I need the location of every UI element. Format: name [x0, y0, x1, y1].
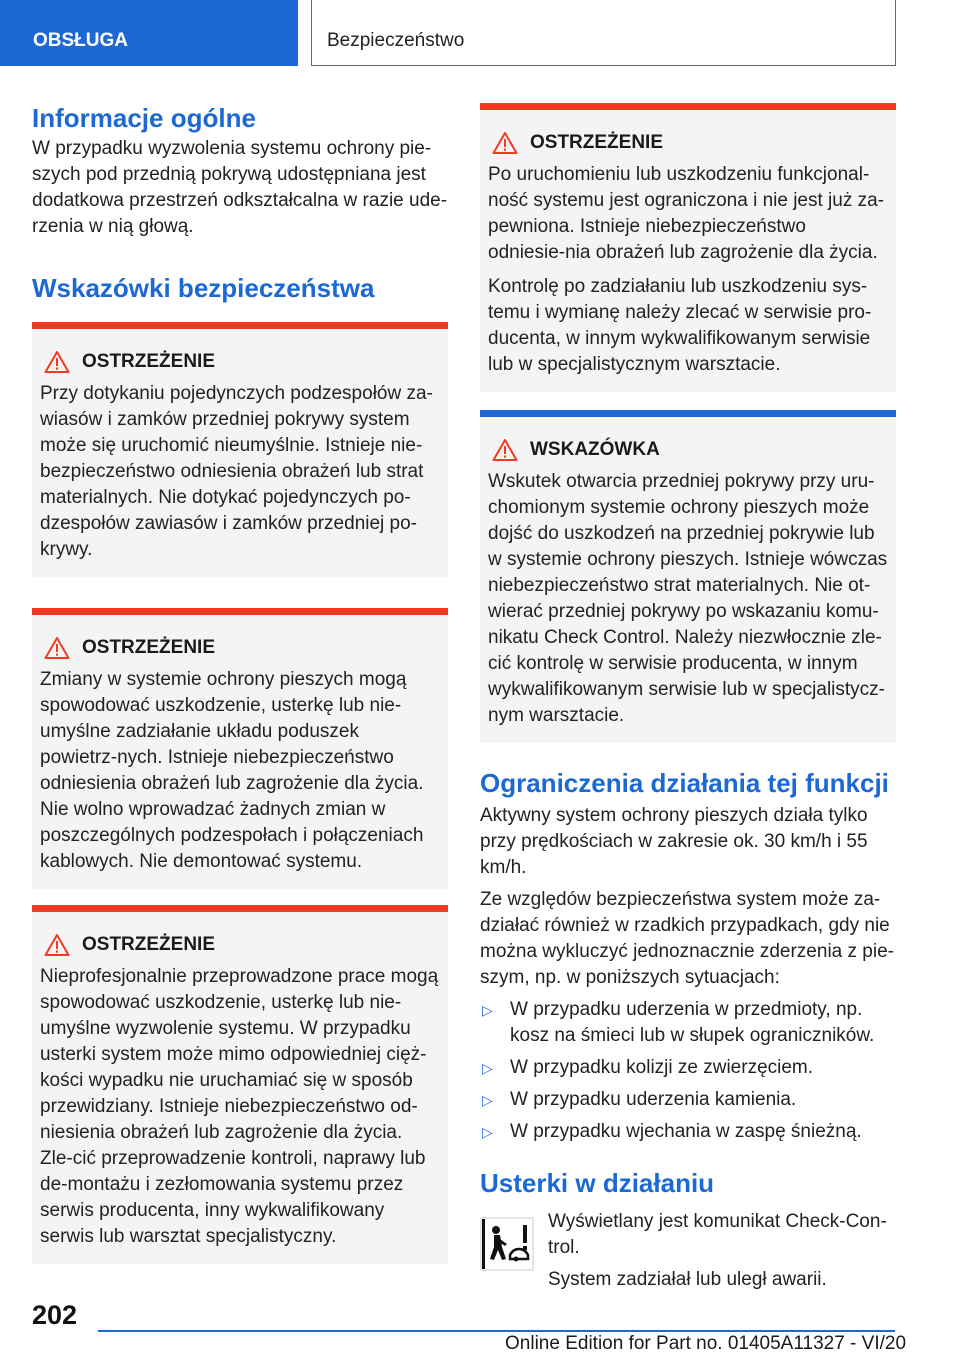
warning-triangle-icon: [44, 933, 70, 957]
warning-title-text: OSTRZEŻENIE: [82, 934, 216, 955]
warning-title-text: OSTRZEŻENIE: [530, 132, 664, 153]
warning-triangle-icon: [44, 350, 70, 374]
safety-heading: Wskazówki bezpieczeństwa: [32, 273, 375, 303]
warning-title: [44, 932, 440, 958]
hint-box: [480, 410, 896, 743]
fault-texts: [548, 1209, 896, 1293]
fault-text-2: System zadziałał lub uległ awarii.: [548, 1269, 827, 1290]
footer-divider: [98, 1330, 895, 1332]
bullet-triangle-icon: ▷: [482, 1002, 493, 1018]
warning-title: [44, 635, 440, 661]
warning-triangle-icon: [44, 636, 70, 660]
warning-text-1: Po uruchomieniu lub uszkodzeniu funkcjonal-ność systemu jest ograniczona i nie jest już za-pewniona. Istnieje niebezpieczeństwo odniesie-nia obrażeń lub zagrożenie dla życia.: [488, 164, 885, 263]
warning-triangle-icon: [492, 438, 518, 462]
bullet-triangle-icon: ▷: [482, 1092, 493, 1108]
warning-triangle-icon: [492, 131, 518, 155]
page-number: 202: [32, 1300, 78, 1330]
page-header: [0, 0, 960, 66]
warning-text: Zmiany w systemie ochrony pieszych mogą spowodować uszkodzenie, usterkę lub nie-umyślne zadziałanie układu poduszek powietrz-nych. Istnieje niebezpieczeństwo odniesienia obrażeń lub zagrożenie dla życia. Nie wolno wprowadzać żadnych zmian w poszczególnych podzespołach i połączeniach kablowych. Nie demontować systemu.: [40, 669, 424, 872]
hint-title-text: WSKAZÓWKA: [530, 439, 660, 460]
list-item: [480, 1055, 896, 1081]
left-column: [32, 100, 448, 1264]
hint-title: [492, 437, 888, 463]
fault-text-1: Wyświetlany jest komunikat Check-Con-trol.: [548, 1211, 887, 1258]
list-item: [480, 997, 896, 1049]
general-heading: Informacje ogólne: [32, 103, 256, 133]
bullet-triangle-icon: ▷: [482, 1124, 493, 1140]
warning-text: Przy dotykaniu pojedynczych podzespołów za-wiasów i zamków przedniej pokrywy system może się uruchomić nieumyślnie. Istnieje nie-bezpieczeństwo odniesienia obrażeń lub strat materialnych. Nie dotykać pojedynczych po-dzespołów zawiasów i zamków przedniej po-krywy.: [40, 383, 433, 560]
list-item: [480, 1119, 896, 1145]
list-item-text: W przypadku kolizji ze zwierzęciem.: [510, 1057, 814, 1078]
warning-title: [44, 349, 440, 375]
limits-list: [480, 997, 896, 1145]
warning-title: [492, 130, 888, 156]
list-item-text: W przypadku wjechania w zaspę śnieżną.: [510, 1121, 862, 1142]
fault-heading: Usterki w działaniu: [480, 1168, 715, 1198]
list-item-text: W przypadku uderzenia w przedmioty, np. kosz na śmieci lub w słupek ograniczników.: [510, 999, 875, 1046]
warning-box-2: [32, 608, 448, 889]
limits-heading: Ograniczenia działania tej funkcji: [480, 768, 889, 798]
edition-text: Online Edition for Part no. 01405A11327 - VI/20: [505, 1333, 907, 1354]
warning-title-text: OSTRZEŻENIE: [82, 637, 216, 658]
section-tab: OBSŁUGA: [0, 0, 298, 66]
right-column: [480, 103, 896, 1293]
limits-text-1: Aktywny system ochrony pieszych działa tylko przy prędkościach w zakresie ok. 30 km/h i 55 km/h.: [480, 805, 868, 878]
warning-box-1: [32, 322, 448, 577]
hint-text: Wskutek otwarcia przedniej pokrywy przy uru-chomionym systemie ochrony pieszych może dojść do uszkodzeń na przedniej pokrywie lub w systemie ochrony pieszych. Istnieje wówczas niebezpieczeństwo strat materialnych. Nie ot-wierać przedniej pokrywy po wskazaniu komu-nikatu Check Control. Należy niezwłocznie zle-cić kontrolę w serwisie producenta, w innym wykwalifikowanym serwisie lub w specjalistycz-nym warsztacie.: [488, 471, 888, 726]
warning-box-3: [32, 905, 448, 1264]
warning-text-2: Kontrolę po zadziałaniu lub uszkodzeniu sys-temu i wymianę należy zlecać w serwisie pro-ducenta, w innym wykwalifikowanym serwisie lub w specjalistycznym warsztacie.: [488, 276, 872, 375]
warning-title-text: OSTRZEŻENIE: [82, 351, 216, 372]
fault-row: [480, 1209, 896, 1293]
bullet-triangle-icon: ▷: [482, 1060, 493, 1076]
warning-text: Nieprofesjonalnie przeprowadzone prace mogą spowodować uszkodzenie, usterkę lub nie-umyślne wyzwolenie systemu. W przypadku usterki system może mimo odpowiedniej cięż-kości wypadku nie uruchamiać się w sposób przewidziany. Istnieje niebezpieczeństwo od-niesienia obrażeń lub zagrożenie dla życia. Zle-cić przeprowadzenie kontroli, naprawy lub de-montażu i zezłomowania systemu przez serwis producenta, inny wykwalifikowany serwis lub warsztat specjalistyczny.: [40, 966, 439, 1247]
topic-tab: Bezpieczeństwo: [311, 0, 896, 66]
limits-text-2: Ze względów bezpieczeństwa system może za-działać również w rzadkich przypadkach, gdy nie można wykluczyć jednoznacznie zderzenia z pie-szym, np. w poniższych sytuacjach:: [480, 889, 894, 988]
pedestrian-protection-fault-icon: [480, 1217, 534, 1271]
list-item-text: W przypadku uderzenia kamienia.: [510, 1089, 797, 1110]
warning-box-4: [480, 103, 896, 392]
general-text: W przypadku wyzwolenia systemu ochrony pie-szych pod przednią pokrywą udostępniana jest dodatkowa przestrzeń odkształcalna w razie ude-rzenia w nią głową.: [32, 138, 448, 237]
list-item: [480, 1087, 896, 1113]
